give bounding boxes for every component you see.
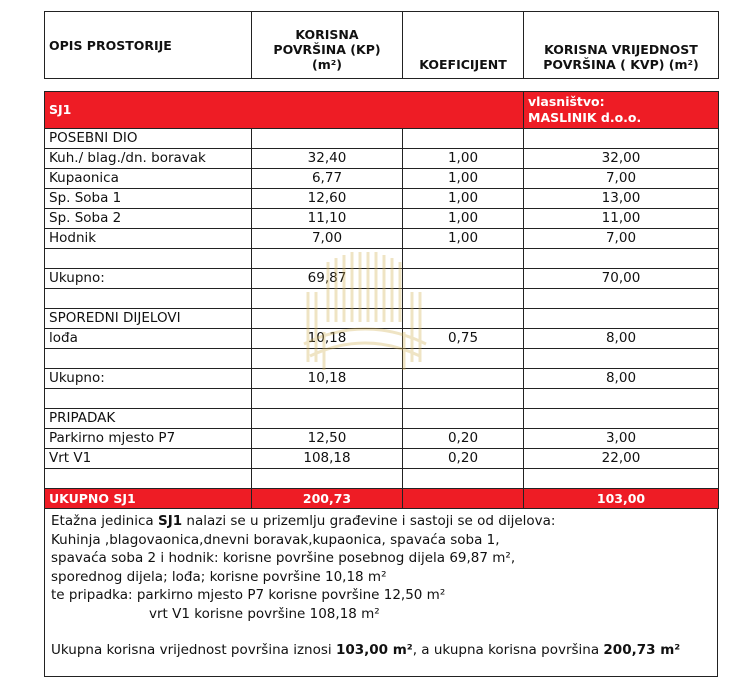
room-coef: 1,00	[403, 169, 524, 189]
note-line-3: spavaća soba 2 i hodnik: korisne površine posebnog dijela 69,87 m²,	[51, 550, 516, 566]
room-kp: 32,40	[252, 149, 403, 169]
area-table-sheet	[44, 11, 718, 677]
empty-row	[45, 469, 719, 489]
section-title-sporedni: SPOREDNI DIJELOVI	[45, 309, 252, 329]
table-row	[45, 209, 719, 229]
room-name: Vrt V1	[45, 449, 252, 469]
grand-total-kp: 200,73	[252, 489, 403, 509]
note-line-5: te pripadka: parkirno mjesto P7 korisne površine 12,50 m²	[51, 587, 446, 603]
room-name: Sp. Soba 2	[45, 209, 252, 229]
table-row	[45, 429, 719, 449]
table-row	[45, 229, 719, 249]
room-coef: 0,20	[403, 429, 524, 449]
table-header-row	[45, 12, 719, 79]
room-kvp: 7,00	[524, 229, 719, 249]
header-usable-area	[252, 12, 403, 79]
note-line-2: Kuhinja ,blagovaonica,dnevni boravak,kupaonica, spavaća soba 1,	[51, 531, 500, 548]
room-coef: 1,00	[403, 209, 524, 229]
subtotal-label: Ukupno:	[45, 269, 252, 289]
room-kp: 7,00	[252, 229, 403, 249]
subtotal-kvp: 70,00	[524, 269, 719, 289]
note-text: , a ukupna korisna površina	[412, 642, 604, 658]
room-name: Sp. Soba 1	[45, 189, 252, 209]
subtotal-label: Ukupno:	[45, 369, 252, 389]
note-kvp-bold: 103,00 m²	[335, 642, 413, 658]
room-coef: 1,00	[403, 229, 524, 249]
grand-total-kvp: 103,00	[524, 489, 719, 509]
note-kp-bold: 200,73 m²	[603, 642, 681, 658]
room-name: Kupaonica	[45, 169, 252, 189]
grand-total-label: UKUPNO SJ1	[45, 489, 252, 509]
room-name: Parkirno mjesto P7	[45, 429, 252, 449]
subtotal-row	[45, 269, 719, 289]
empty-row	[45, 249, 719, 269]
room-name: Kuh./ blag./dn. boravak	[45, 149, 252, 169]
section-title-row	[45, 309, 719, 329]
grand-total-row	[45, 489, 719, 509]
room-kvp: 13,00	[524, 189, 719, 209]
note-line-6: vrt V1 korisne površine 108,18 m²	[149, 605, 380, 622]
room-kp: 10,18	[252, 329, 403, 349]
header-usable-value-area	[524, 12, 719, 79]
header-room-description: OPIS PROSTORIJE	[45, 12, 252, 79]
header-usable-area-line3: (m²)	[312, 57, 342, 72]
unit-owner-label: vlasništvo:	[528, 94, 605, 109]
empty-row	[45, 389, 719, 409]
subtotal-kvp: 8,00	[524, 369, 719, 389]
empty-row	[45, 289, 719, 309]
note-line-4: sporednog dijela; lođa; korisne površine 10,18 m²	[51, 568, 387, 585]
room-coef: 1,00	[403, 149, 524, 169]
room-kvp: 22,00	[524, 449, 719, 469]
unit-owner	[524, 92, 719, 129]
section-title-posebni: POSEBNI DIO	[45, 129, 252, 149]
room-kp: 11,10	[252, 209, 403, 229]
subtotal-kp: 10,18	[252, 369, 403, 389]
subtotal-kp: 69,87	[252, 269, 403, 289]
room-coef: 0,20	[403, 449, 524, 469]
unit-name: SJ1	[45, 92, 524, 129]
table-row	[45, 449, 719, 469]
note-text: Etažna jedinica	[51, 513, 158, 529]
note-line-summary	[51, 641, 711, 660]
empty-row	[45, 349, 719, 369]
table-row	[45, 329, 719, 349]
note-text: nalazi se u prizemlju građevine i sastoji se od dijelova:	[182, 513, 556, 529]
subtotal-row	[45, 369, 719, 389]
room-kvp: 8,00	[524, 329, 719, 349]
room-kvp: 32,00	[524, 149, 719, 169]
room-name: Hodnik	[45, 229, 252, 249]
room-coef: 0,75	[403, 329, 524, 349]
section-title-pripadak: PRIPADAK	[45, 409, 252, 429]
room-kp: 12,60	[252, 189, 403, 209]
note-unit-bold: SJ1	[157, 513, 183, 529]
table-row	[45, 189, 719, 209]
room-name: lođa	[45, 329, 252, 349]
table-row	[45, 169, 719, 189]
description-note	[44, 509, 718, 677]
room-kvp: 3,00	[524, 429, 719, 449]
table-row	[45, 149, 719, 169]
header-value-line1: KORISNA VRIJEDNOST	[544, 42, 698, 57]
unit-owner-name: MASLINIK d.o.o.	[528, 110, 642, 125]
room-kvp: 7,00	[524, 169, 719, 189]
section-title-row	[45, 409, 719, 429]
room-kp: 12,50	[252, 429, 403, 449]
unit-row	[45, 92, 719, 129]
header-usable-area-line2: POVRŠINA (KP)	[273, 42, 381, 57]
header-value-line2: POVRŠINA ( KVP) (m²)	[543, 57, 699, 72]
note-line-1	[51, 512, 711, 531]
note-text: Ukupna korisna vrijednost površina iznosi	[51, 642, 336, 658]
room-kp: 6,77	[252, 169, 403, 189]
room-kp: 108,18	[252, 449, 403, 469]
header-usable-area-line1: KORISNA	[295, 27, 359, 42]
room-kvp: 11,00	[524, 209, 719, 229]
header-coefficient: KOEFICIJENT	[403, 12, 524, 79]
area-table	[44, 11, 719, 509]
room-coef: 1,00	[403, 189, 524, 209]
section-title-row	[45, 129, 719, 149]
